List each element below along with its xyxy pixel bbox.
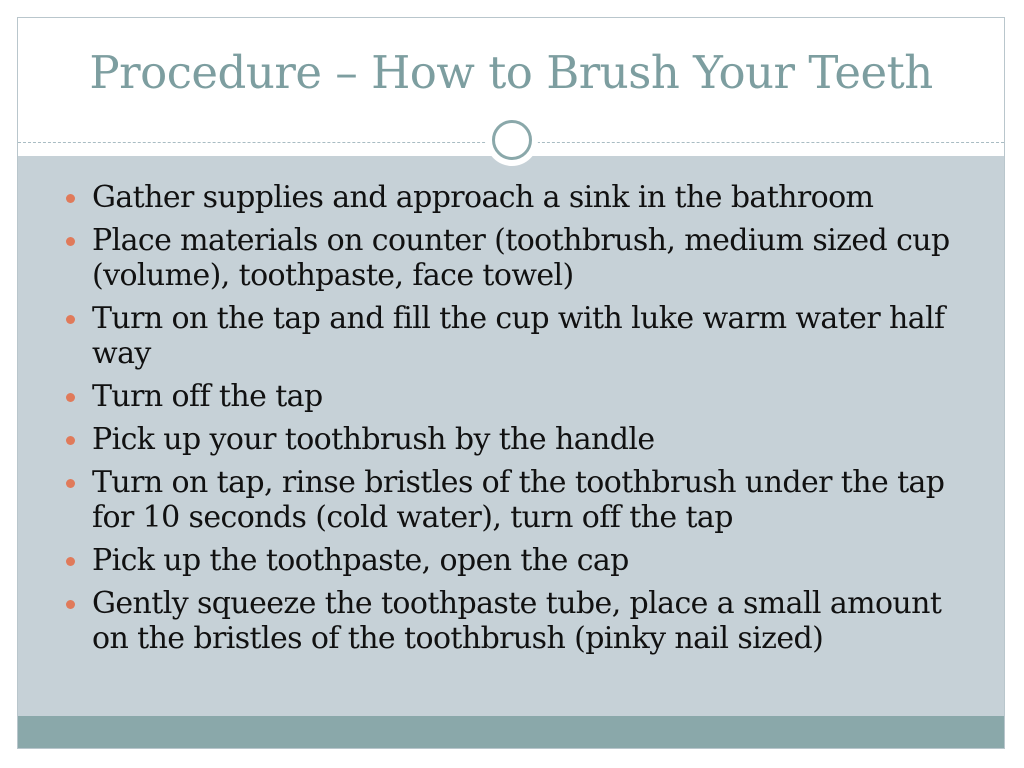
bullet-dot-icon: [66, 557, 75, 566]
bullet-text: Turn on the tap and fill the cup with luke warm water half way: [92, 301, 945, 371]
bullet-text: Gently squeeze the toothpaste tube, place a small amount on the bristles of the toothbrush (pinky nail sized): [92, 586, 942, 656]
bullet-dot-icon: [66, 600, 75, 609]
bullet-text: Turn on tap, rinse bristles of the toothbrush under the tap for 10 seconds (cold water), turn off the tap: [92, 465, 945, 535]
bullet-text: Gather supplies and approach a sink in the bathroom: [92, 180, 874, 215]
ornament-ring: [492, 120, 532, 160]
bullet-item: [66, 301, 986, 371]
bullet-item: [66, 465, 986, 535]
bullet-dot-icon: [66, 479, 75, 488]
bullet-item: [66, 586, 986, 656]
bullet-item: [66, 180, 986, 215]
bullet-dot-icon: [66, 393, 75, 402]
bullet-item: [66, 543, 986, 578]
bullet-text: Pick up your toothbrush by the handle: [92, 422, 655, 457]
footer-band: [18, 716, 1004, 748]
bullet-item: [66, 223, 986, 293]
bullet-text: Place materials on counter (toothbrush, medium sized cup (volume), toothpaste, face towel): [92, 223, 950, 293]
bullet-list: [66, 180, 986, 664]
bullet-dot-icon: [66, 237, 75, 246]
bullet-text: Turn off the tap: [92, 379, 323, 414]
bullet-dot-icon: [66, 436, 75, 445]
bullet-text: Pick up the toothpaste, open the cap: [92, 543, 629, 578]
bullet-dot-icon: [66, 194, 75, 203]
circle-ornament-icon: [486, 114, 538, 166]
slide-title: Procedure – How to Brush Your Teeth: [89, 46, 933, 99]
bullet-item: [66, 422, 986, 457]
bullet-item: [66, 379, 986, 414]
bullet-dot-icon: [66, 315, 75, 324]
